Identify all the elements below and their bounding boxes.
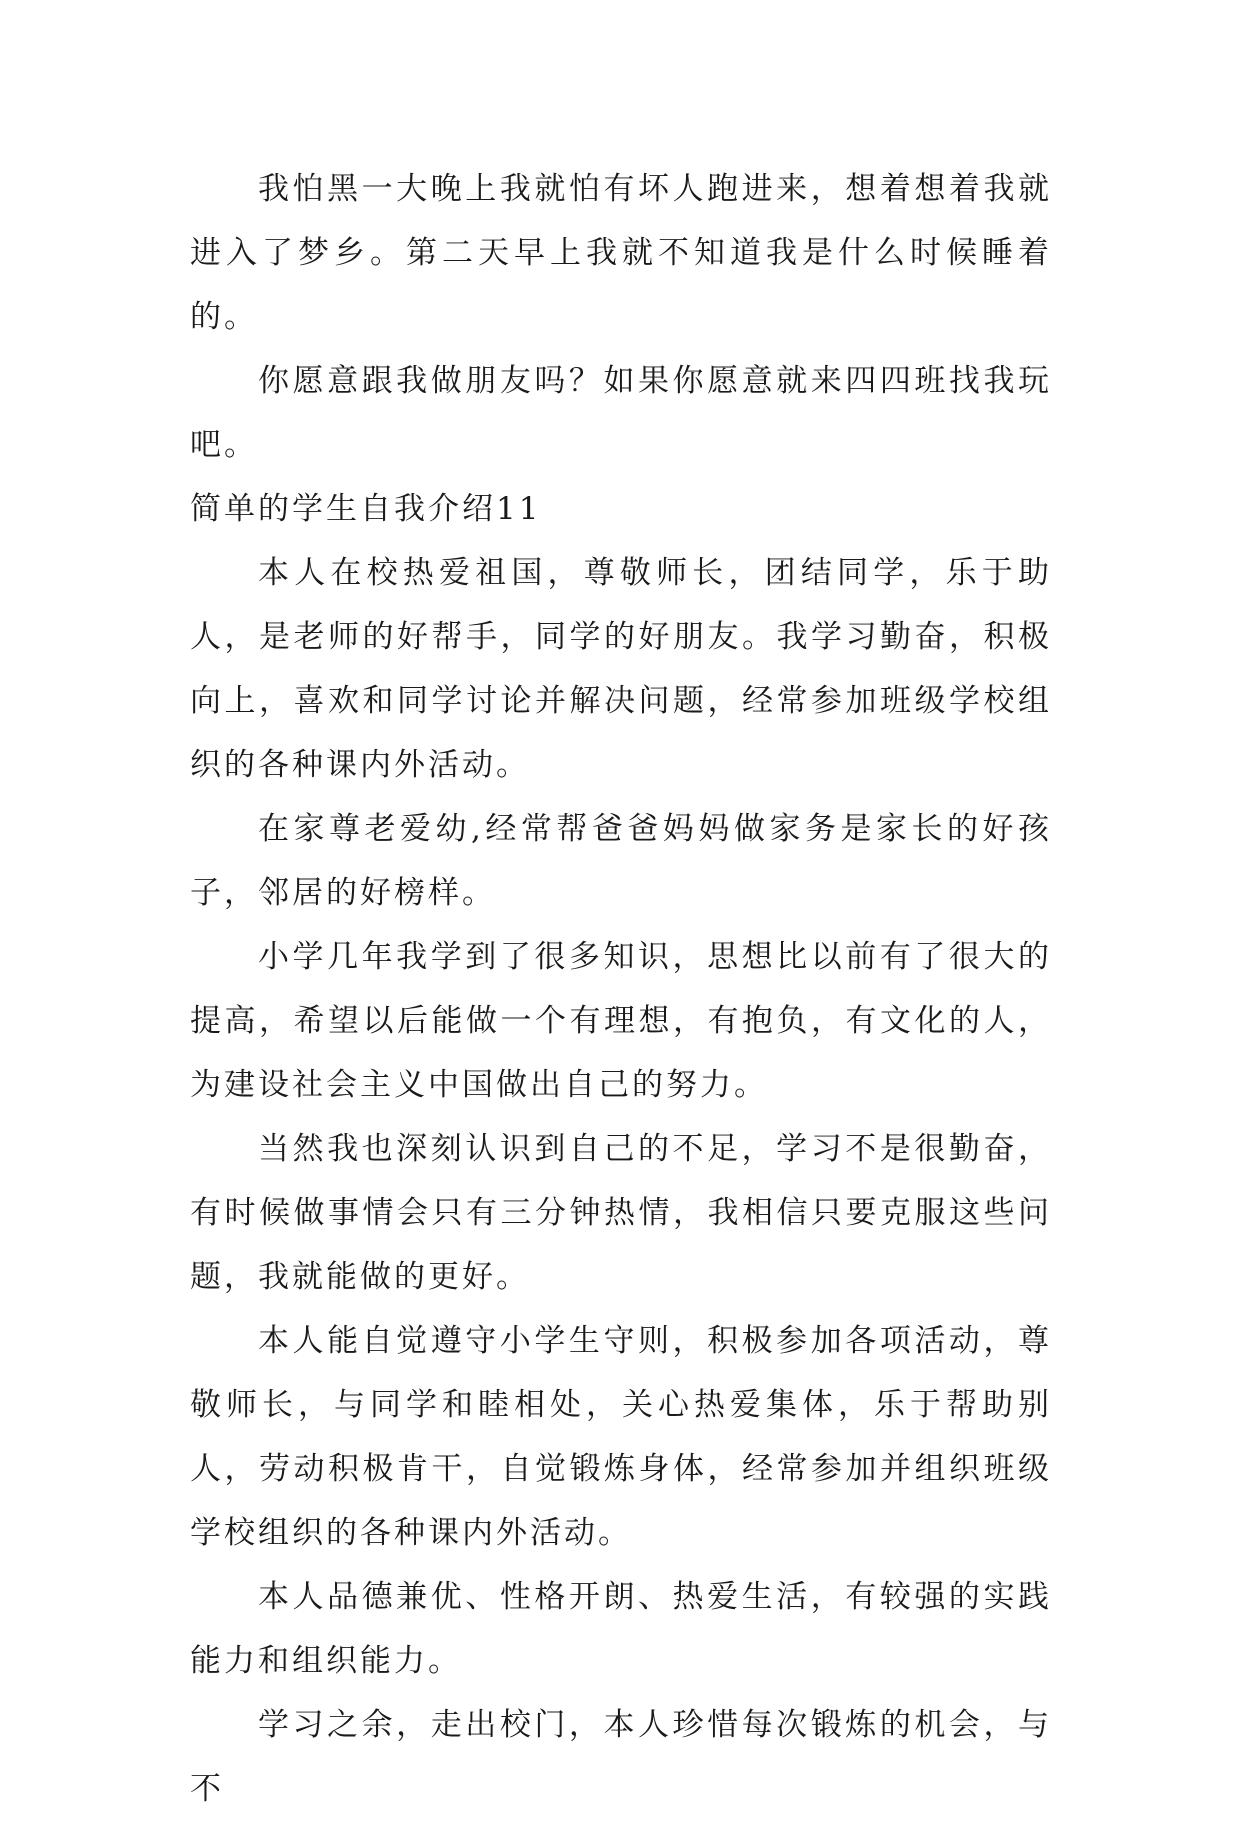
paragraph-shortcomings: 当然我也深刻认识到自己的不足，学习不是很勤奋，有时候做事情会只有三分钟热情，我相信只要克服这些问题，我就能做的更好。: [190, 1131, 1052, 1295]
paragraph-outside-school: 学习之余，走出校门，本人珍惜每次锻炼的机会，与不: [190, 1707, 1052, 1807]
paragraph-home-conduct: 在家尊老爱幼,经常帮爸爸妈妈做家务是家长的好孩子，邻居的好榜样。: [190, 811, 1052, 911]
document-body: [190, 157, 1052, 1821]
paragraph-fear-of-dark: 我怕黑一大晚上我就怕有坏人跑进来，想着想着我就进入了梦乡。第二天早上我就不知道我是什么时候睡着的。: [190, 171, 1052, 335]
paragraph-rules-activities: 本人能自觉遵守小学生守则，积极参加各项活动，尊敬师长，与同学和睦相处，关心热爱集体，乐于帮助别人，劳动积极肯干，自觉锻炼身体，经常参加并组织班级学校组织的各种课内外活动。: [190, 1323, 1052, 1551]
paragraph-school-conduct: 本人在校热爱祖国，尊敬师长，团结同学，乐于助人，是老师的好帮手，同学的好朋友。我学习勤奋，积极向上，喜欢和同学讨论并解决问题，经常参加班级学校组织的各种课内外活动。: [190, 555, 1052, 783]
section-title: 简单的学生自我介绍11: [190, 491, 542, 527]
paragraph-friendship-invite: 你愿意跟我做朋友吗？如果你愿意就来四四班找我玩吧。: [190, 363, 1052, 463]
paragraph-character: 本人品德兼优、性格开朗、热爱生活，有较强的实践能力和组织能力。: [190, 1579, 1052, 1679]
paragraph-learning-progress: 小学几年我学到了很多知识，思想比以前有了很大的提高，希望以后能做一个有理想，有抱负，有文化的人，为建设社会主义中国做出自己的努力。: [190, 939, 1052, 1103]
